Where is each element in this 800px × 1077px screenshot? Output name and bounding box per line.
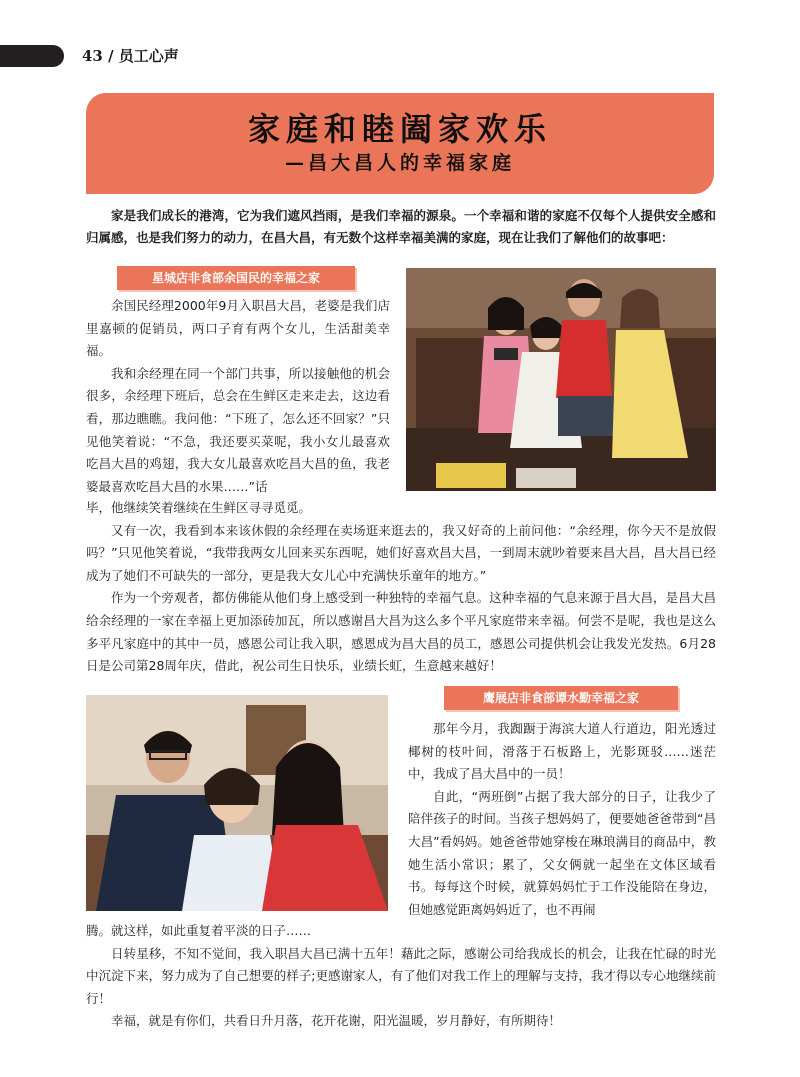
family-photo-2 (86, 695, 388, 911)
section1-paragraph-1: 余国民经理2000年9月入职昌大昌，老婆是我们店里嘉顿的促销员，两口子育有两个女儿，生活甜美幸福。 (86, 298, 390, 359)
title-banner (86, 93, 714, 194)
family-photo-1-illustration (406, 268, 716, 491)
family-photo-2-illustration (86, 695, 388, 911)
section2-paragraph-1: 那年今月，我踟蹰于海滨大道人行道边，阳光透过椰树的枝叶间，滑落于石板路上，光影斑驳……迷茫中，我成了昌大昌中的一员！ (408, 721, 716, 782)
section2-text-full (86, 920, 716, 1033)
article-subtitle: —昌大昌人的幸福家庭 (284, 152, 515, 174)
section1-text-full (86, 497, 716, 678)
section1-paragraph-4: 作为一个旁观者，都仿佛能从他们身上感受到一种独特的幸福气息。这种幸福的气息来源于昌大昌，是昌大昌给余经理的一家在幸福上更加添砖加瓦，所以感谢昌大昌为这么多个平凡家庭带来幸福。何尝不是呢，我也是这么多平凡家庭中的其中一员，感恩公司让我入职，感恩成为昌大昌的员工，感恩公司提供机会让我发光发热。6月28日是公司第28周年庆，借此，祝公司生日快乐，业绩长虹，生意越来越好！ (86, 590, 716, 674)
intro-paragraph: 家是我们成长的港湾，它为我们遮风挡雨，是我们幸福的源泉。一个幸福和谐的家庭不仅每个人提供安全感和归属感，也是我们努力的动力，在昌大昌，有无数个这样幸福美满的家庭，现在让我们了解他们的故事吧： (86, 208, 716, 245)
section2-paragraph-2: 自此，“两班倒”占据了我大部分的日子，让我少了陪伴孩子的时间。当孩子想妈妈了，便要她爸爸带到“昌大昌”看妈妈。她爸爸带她穿梭在琳琅满目的商品中，教她生活小常识；累了，父女俩就一起坐在文体区域看书。每每这个时候，就算妈妈忙于工作没能陪在身边，但她感觉距离妈妈近了，也不再闹 (408, 788, 716, 917)
family-photo-1 (406, 268, 716, 491)
section-heading-1: 星城店非食部余国民的幸福之家 (117, 266, 355, 290)
section2-paragraph-4: 幸福，就是有你们，共看日升月落，花开花谢，阳光温暖，岁月静好，有所期待！ (111, 1013, 562, 1029)
section2-paragraph-2-continued: 腾。就这样，如此重复着平淡的日子…… (86, 923, 312, 938)
article-title: 家庭和睦阖家欢乐 (247, 110, 552, 148)
section2-paragraph-3: 日转星移，不知不觉间，我入职昌大昌已满十五年！藉此之际，感谢公司给我成长的机会，让我在忙碌的时光中沉淀下来，努力成为了自己想要的样子;更感谢家人，有了他们对我工作上的理解与支持，我才得以专心地继续前行！ (86, 945, 716, 1006)
page-number-tab (0, 45, 64, 67)
section1-paragraph-2-continued: 毕，他继续笑着继续在生鲜区寻寻觅觅。 (86, 500, 312, 515)
section-heading-2: 鹰展店非食部谭水勤幸福之家 (444, 686, 678, 710)
section1-paragraph-3: 又有一次，我看到本来该休假的余经理在卖场逛来逛去的，我又好奇的上前问他：“余经理，你今天不是放假吗？”只见他笑着说，“我带我两女儿回来买东西呢，她们好喜欢昌大昌，一到周末就吵着要来昌大昌，昌大昌已经成为了她们不可缺失的一部分，更是我大女儿心中充满快乐童年的地方。” (86, 522, 716, 583)
page-header-label: 43 / 员工心声 (82, 47, 179, 65)
section2-text-column (408, 718, 716, 921)
section1-paragraph-2: 我和余经理在同一个部门共事，所以接触他的机会很多，余经理下班后，总会在生鲜区走来走去，这边看看，那边瞧瞧。我问他：“下班了，怎么还不回家？”只见他笑着说：“不急，我还要买菜呢，我小女儿最喜欢吃昌大昌的鸡翅，我大女儿最喜欢吃昌大昌的鱼，我老婆最喜欢吃昌大昌的水果……”话 (86, 365, 390, 494)
section1-text-column (86, 295, 390, 498)
